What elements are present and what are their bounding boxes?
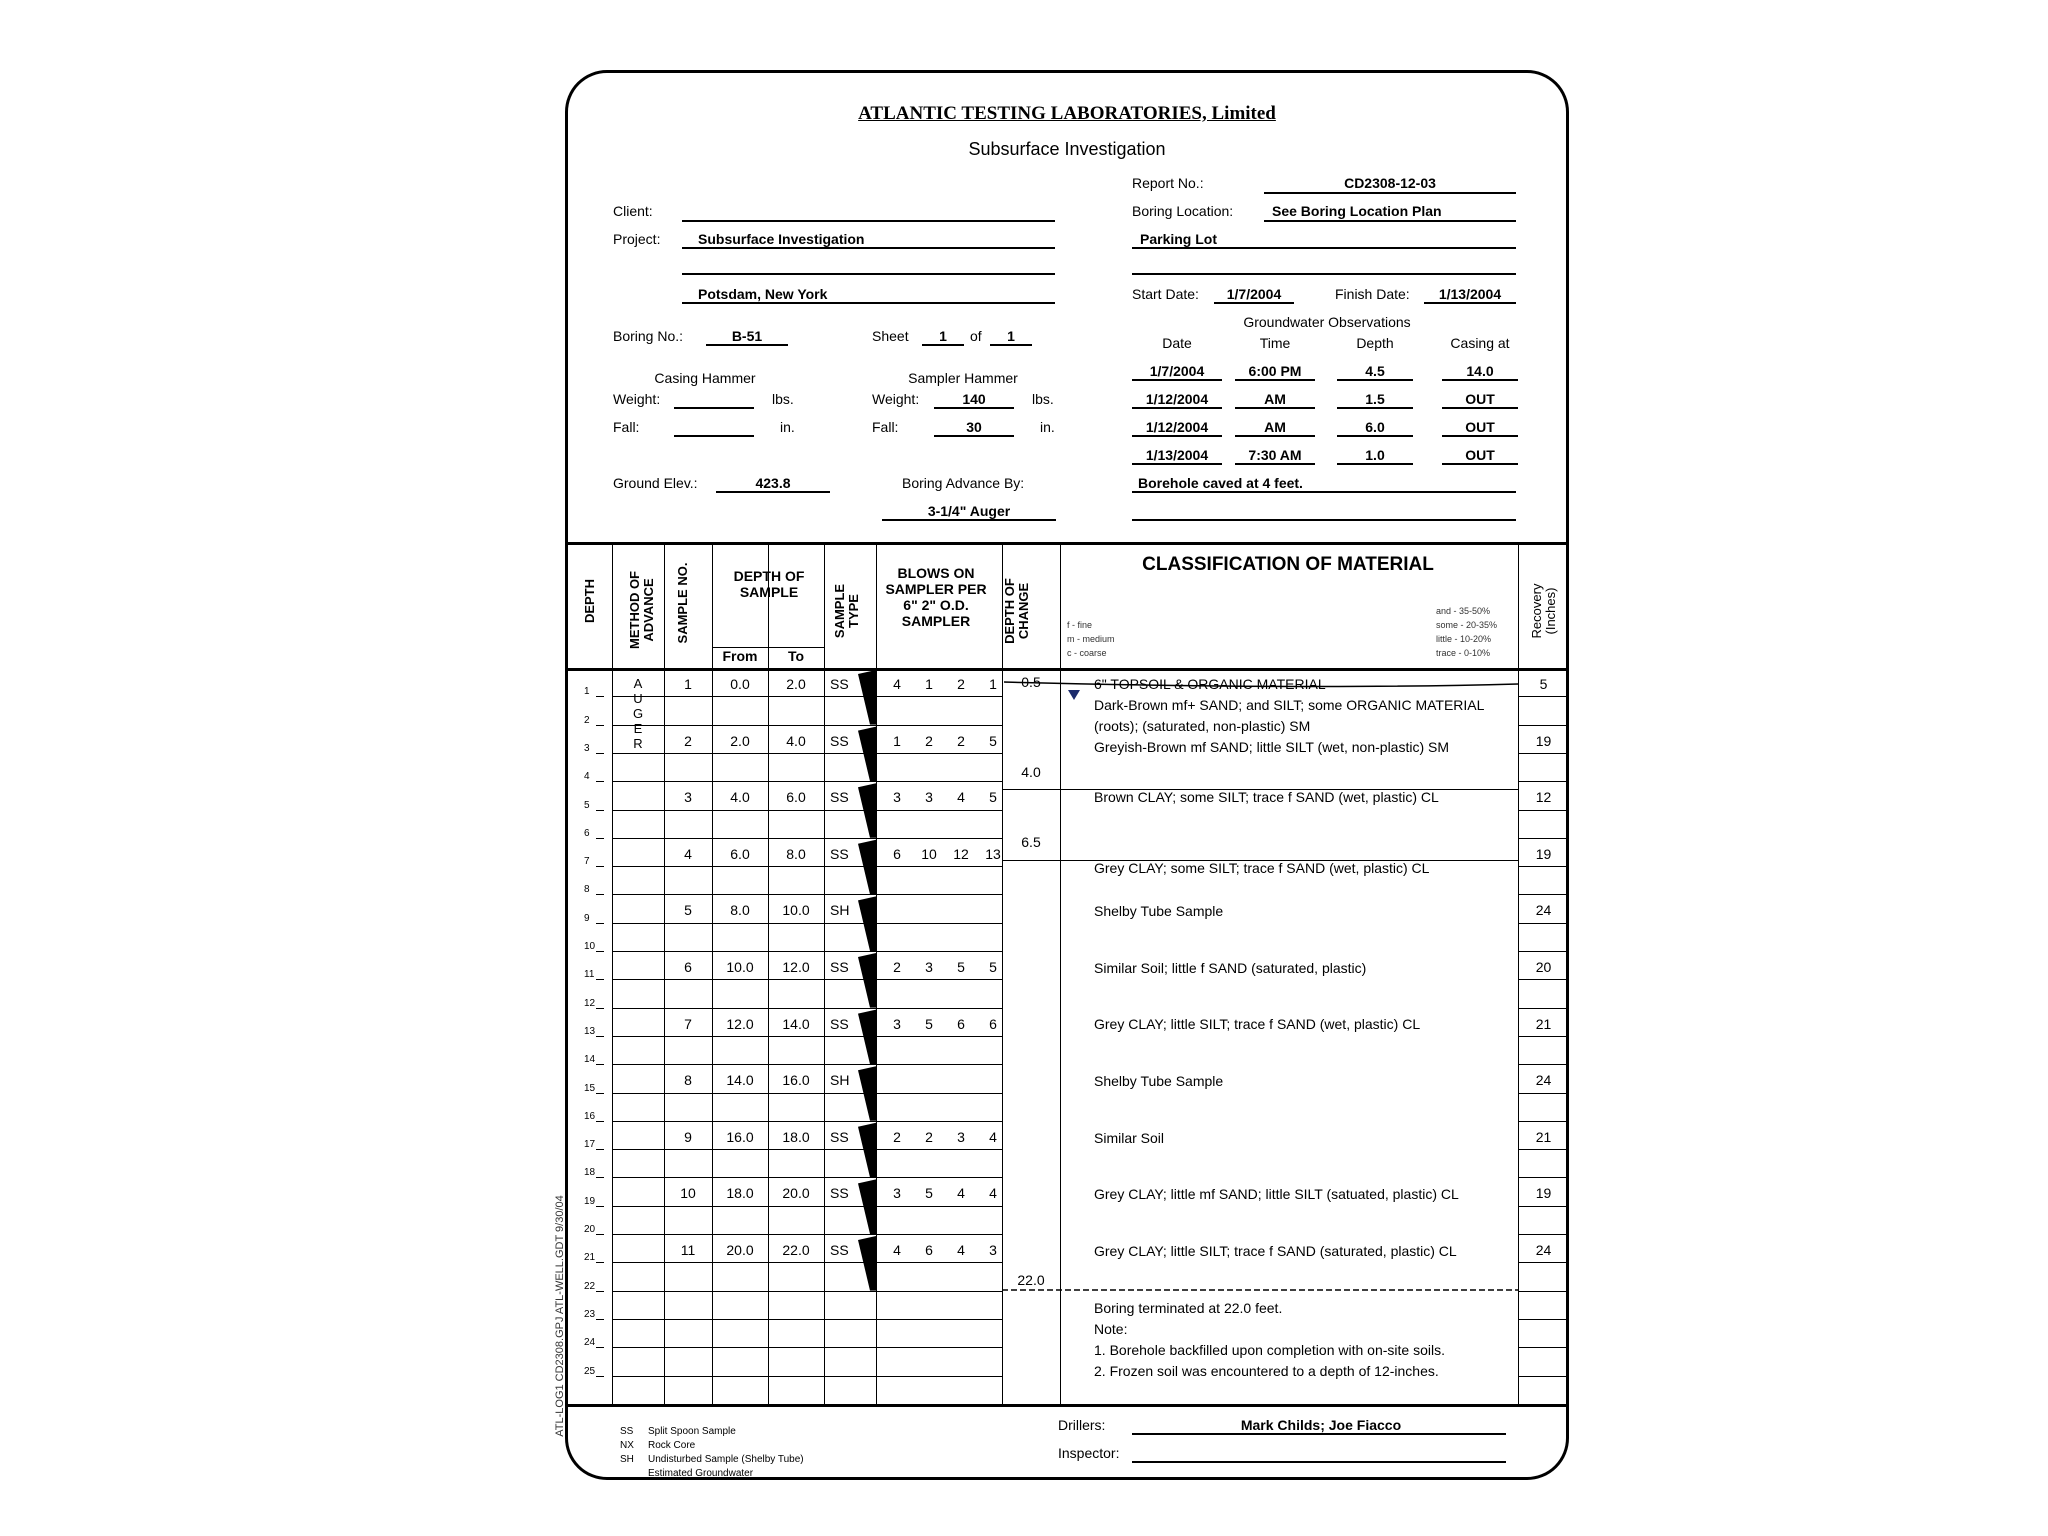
sample-interval-wedge xyxy=(858,1123,876,1178)
depth-tick-label: 1 xyxy=(584,686,590,698)
sample-to: 4.0 xyxy=(786,732,806,749)
recovery-value: 21 xyxy=(1535,1015,1552,1032)
classification-text: Grey CLAY; some SILT; trace f SAND (wet, plastic) CL xyxy=(1094,860,1430,876)
blow-count: 5 xyxy=(989,732,997,749)
blow-count: 3 xyxy=(893,1185,901,1202)
depth-tick-label: 15 xyxy=(584,1082,596,1094)
depth-tick-label: 22 xyxy=(584,1280,596,1292)
gw-cell: 6:00 PM xyxy=(1248,363,1302,379)
sample-from: 8.0 xyxy=(730,902,750,919)
blow-count: 2 xyxy=(925,1128,933,1145)
legend-medium: m - medium xyxy=(1067,634,1115,644)
depth-tick-label: 19 xyxy=(584,1195,596,1207)
groundwater-marker-icon xyxy=(1068,690,1080,700)
depth-tick-label: 25 xyxy=(584,1365,596,1377)
sample-no: 1 xyxy=(684,676,692,692)
legend-and: and - 35-50% xyxy=(1436,606,1491,616)
blow-count: 2 xyxy=(893,1128,901,1145)
gw-cell: AM xyxy=(1264,419,1286,435)
of-label: of xyxy=(970,328,982,344)
blow-count: 4 xyxy=(957,1242,965,1258)
col-header-recovery: Recovery (Inches) xyxy=(1529,583,1558,639)
project-value: Subsurface Investigation xyxy=(698,231,865,247)
sample-interval-wedge xyxy=(858,670,876,725)
recovery-value: 19 xyxy=(1535,1185,1552,1202)
method-letter: G xyxy=(632,706,644,721)
blow-count: 2 xyxy=(925,732,933,749)
drillers-label: Drillers: xyxy=(1058,1417,1106,1433)
sample-interval-wedge xyxy=(858,1179,876,1234)
blow-count: 2 xyxy=(957,676,965,692)
gw-cell: OUT xyxy=(1465,447,1495,463)
project-line3-value: Potsdam, New York xyxy=(698,286,828,302)
classification-text: 1. Borehole backfilled upon completion with on-site soils. xyxy=(1094,1342,1445,1358)
recovery-value: 24 xyxy=(1535,1242,1552,1258)
sampler-weight-unit: lbs. xyxy=(1032,391,1054,407)
depth-tick-label: 9 xyxy=(584,912,590,924)
sample-to: 22.0 xyxy=(782,1242,810,1258)
col-header-sample-type: SAMPLE TYPE xyxy=(832,583,861,639)
blow-count: 5 xyxy=(989,789,997,806)
sample-to: 16.0 xyxy=(782,1072,810,1089)
sample-to: 14.0 xyxy=(782,1015,810,1032)
classification-text: Shelby Tube Sample xyxy=(1094,903,1224,919)
col-header-depth-change: DEPTH OF CHANGE xyxy=(1002,578,1031,644)
blow-count: 3 xyxy=(925,789,933,806)
groundwater-note: Borehole caved at 4 feet. xyxy=(1138,475,1303,491)
classification-text: 6" TOPSOIL & ORGANIC MATERIAL xyxy=(1094,676,1326,692)
boring-location-label: Boring Location: xyxy=(1132,203,1234,219)
sample-interval-wedge xyxy=(858,1066,876,1121)
recovery-value: 20 xyxy=(1535,959,1552,975)
col-header-classification: CLASSIFICATION OF MATERIAL xyxy=(1142,554,1434,575)
legend-fine: f - fine xyxy=(1067,620,1093,630)
gw-cell: 1.5 xyxy=(1365,391,1385,407)
finish-date-label: Finish Date: xyxy=(1335,286,1410,302)
sample-type: SS xyxy=(830,959,849,975)
sample-from: 18.0 xyxy=(726,1185,754,1202)
blow-count: 2 xyxy=(893,959,901,975)
gw-cell: 1/13/2004 xyxy=(1145,447,1209,463)
sample-type: SS xyxy=(830,1015,849,1032)
inspector-label: Inspector: xyxy=(1058,1445,1120,1461)
depth-tick-label: 8 xyxy=(584,884,590,896)
casing-hammer-label: Casing Hammer xyxy=(654,370,756,386)
depth-tick-label: 6 xyxy=(584,827,590,839)
casing-fall-unit: in. xyxy=(780,419,795,435)
depth-change-value: 22.0 xyxy=(1017,1272,1045,1288)
sample-to: 20.0 xyxy=(782,1185,810,1202)
start-date-value: 1/7/2004 xyxy=(1226,286,1282,302)
gw-col-time: Time xyxy=(1259,335,1291,351)
sheet-total-value: 1 xyxy=(1007,328,1015,344)
sample-no: 2 xyxy=(684,732,692,749)
classification-text: Shelby Tube Sample xyxy=(1094,1073,1224,1089)
depth-tick-label: 11 xyxy=(584,969,595,981)
blow-count: 3 xyxy=(957,1128,965,1145)
blow-count: 10 xyxy=(921,845,937,862)
classification-text: Grey CLAY; little SILT; trace f SAND (wet, plastic) CL xyxy=(1094,1016,1421,1032)
casing-weight-unit: lbs. xyxy=(772,391,794,407)
sample-from: 0.0 xyxy=(730,676,750,692)
sample-no: 5 xyxy=(684,902,692,919)
finish-date-value: 1/13/2004 xyxy=(1438,286,1502,302)
legend-coarse: c - coarse xyxy=(1067,648,1107,658)
depth-change-value: 6.5 xyxy=(1021,834,1041,850)
blow-count: 4 xyxy=(957,1185,965,1202)
location-line2-value: Parking Lot xyxy=(1140,231,1218,247)
sample-to: 8.0 xyxy=(786,845,806,862)
blow-count: 4 xyxy=(893,1242,901,1258)
blow-count: 5 xyxy=(957,959,965,975)
classification-text: Grey CLAY; little mf SAND; little SILT (satuated, plastic) CL xyxy=(1094,1186,1459,1202)
sample-interval-wedge xyxy=(858,783,876,838)
col-header-method: METHOD OF ADVANCE xyxy=(627,571,656,649)
sample-no: 3 xyxy=(684,789,692,806)
ground-elev-value: 423.8 xyxy=(755,475,791,491)
casing-fall-label: Fall: xyxy=(613,419,640,435)
sampler-weight-value: 140 xyxy=(962,391,986,407)
legend-desc: Undisturbed Sample (Shelby Tube) xyxy=(648,1454,804,1465)
sample-type: SS xyxy=(830,1128,849,1145)
blow-count: 6 xyxy=(957,1015,965,1032)
sample-from: 12.0 xyxy=(726,1015,754,1032)
sample-type: SS xyxy=(830,1185,849,1202)
sample-from: 6.0 xyxy=(730,845,750,862)
sample-no: 9 xyxy=(684,1128,692,1145)
blow-count: 1 xyxy=(893,732,901,749)
boring-no-label: Boring No.: xyxy=(613,328,684,344)
recovery-value: 21 xyxy=(1535,1128,1552,1145)
gw-cell: 1.0 xyxy=(1365,447,1385,463)
blow-count: 5 xyxy=(925,1015,933,1032)
legend-trace: trace - 0-10% xyxy=(1436,648,1491,658)
sample-from: 20.0 xyxy=(726,1242,754,1258)
sample-no: 7 xyxy=(684,1015,692,1032)
sample-to: 12.0 xyxy=(782,959,810,975)
blow-count: 4 xyxy=(893,676,901,692)
blow-count: 6 xyxy=(925,1242,933,1258)
sample-type: SH xyxy=(830,902,850,919)
boring-advance-label: Boring Advance By: xyxy=(902,475,1025,491)
sample-no: 8 xyxy=(684,1072,692,1089)
sample-to: 10.0 xyxy=(782,902,810,919)
project-label: Project: xyxy=(613,231,661,247)
sample-from: 4.0 xyxy=(730,789,750,806)
blow-count: 6 xyxy=(989,1015,997,1032)
legend-desc: Estimated Groundwater xyxy=(648,1468,754,1479)
sample-to: 18.0 xyxy=(782,1128,810,1145)
col-header-blows: BLOWS ON SAMPLER PER 6" 2" O.D. SAMPLER xyxy=(885,565,987,629)
sheet-label: Sheet xyxy=(872,328,909,344)
sample-interval-wedge xyxy=(858,727,876,782)
method-letter: A xyxy=(633,676,643,691)
method-letter: R xyxy=(633,736,643,751)
gw-col-depth: Depth xyxy=(1356,335,1394,351)
col-header-from: From xyxy=(722,648,758,664)
report-no-value: CD2308-12-03 xyxy=(1344,175,1436,191)
blow-count: 3 xyxy=(925,959,933,975)
method-letter: U xyxy=(633,691,643,706)
recovery-value: 19 xyxy=(1535,845,1552,862)
company-name: ATLANTIC TESTING LABORATORIES, Limited xyxy=(858,103,1276,124)
classification-text: Dark-Brown mf+ SAND; and SILT; some ORGANIC MATERIAL xyxy=(1094,697,1485,713)
legend-little: little - 10-20% xyxy=(1436,634,1492,644)
blow-count: 3 xyxy=(893,789,901,806)
legend-code: SH xyxy=(620,1454,634,1465)
depth-tick-label: 3 xyxy=(584,742,590,754)
blow-count: 4 xyxy=(989,1128,997,1145)
legend-desc: Rock Core xyxy=(648,1440,696,1451)
sample-type: SH xyxy=(830,1072,850,1089)
sample-no: 10 xyxy=(680,1185,696,1202)
blow-count: 4 xyxy=(957,789,965,806)
recovery-value: 5 xyxy=(1539,676,1548,692)
gw-cell: OUT xyxy=(1465,391,1495,407)
legend-code: SS xyxy=(620,1426,634,1437)
classification-text: Grey CLAY; little SILT; trace f SAND (saturated, plastic) CL xyxy=(1094,1243,1457,1259)
recovery-value: 24 xyxy=(1535,902,1552,919)
sample-no: 4 xyxy=(684,845,692,862)
classification-text: Brown CLAY; some SILT; trace f SAND (wet, plastic) CL xyxy=(1094,789,1439,805)
sample-to: 2.0 xyxy=(786,676,806,692)
recovery-value: 19 xyxy=(1535,732,1552,749)
client-label: Client: xyxy=(613,203,653,219)
blow-count: 3 xyxy=(989,1242,997,1258)
sample-interval-wedge xyxy=(858,840,876,895)
sample-no: 6 xyxy=(684,959,692,975)
sample-interval-wedge xyxy=(858,1236,876,1291)
legend-code: NX xyxy=(620,1440,634,1451)
gw-cell: 6.0 xyxy=(1365,419,1385,435)
depth-tick-label: 5 xyxy=(584,799,590,811)
depth-tick-label: 2 xyxy=(584,714,590,726)
recovery-value: 24 xyxy=(1535,1072,1552,1089)
depth-tick-label: 23 xyxy=(584,1308,596,1320)
depth-tick-label: 16 xyxy=(584,1110,596,1122)
sampler-fall-unit: in. xyxy=(1040,419,1055,435)
col-header-depth: DEPTH xyxy=(582,578,597,624)
blow-count: 12 xyxy=(953,845,969,862)
depth-change-value: 0.5 xyxy=(1021,674,1041,690)
gw-col-date: Date xyxy=(1162,335,1192,351)
drillers-value: Mark Childs; Joe Fiacco xyxy=(1240,1417,1402,1433)
sample-type: SS xyxy=(830,845,849,862)
blow-count: 1 xyxy=(925,676,933,692)
classification-text: Boring terminated at 22.0 feet. xyxy=(1094,1300,1283,1316)
groundwater-title: Groundwater Observations xyxy=(1243,314,1411,330)
blow-count: 4 xyxy=(989,1185,997,1202)
gw-cell: 14.0 xyxy=(1466,363,1494,379)
start-date-label: Start Date: xyxy=(1132,286,1199,302)
sample-to: 6.0 xyxy=(786,789,806,806)
blow-count: 6 xyxy=(893,845,901,862)
sheet-value: 1 xyxy=(939,328,947,344)
gw-cell: 1/12/2004 xyxy=(1145,391,1209,407)
blow-count: 2 xyxy=(957,732,965,749)
method-letter: E xyxy=(633,721,643,736)
boring-advance-value: 3-1/4" Auger xyxy=(927,503,1011,519)
sample-type: SS xyxy=(830,732,849,749)
sample-type: SS xyxy=(830,676,849,692)
sample-type: SS xyxy=(830,789,849,806)
blow-count: 5 xyxy=(925,1185,933,1202)
classification-text: (roots); (saturated, non-plastic) SM xyxy=(1094,718,1311,734)
sample-interval-wedge xyxy=(858,896,876,951)
classification-text: Note: xyxy=(1094,1321,1128,1337)
blow-count: 13 xyxy=(985,845,1001,862)
depth-tick-label: 14 xyxy=(584,1054,596,1066)
depth-tick-label: 20 xyxy=(584,1224,596,1235)
sample-from: 16.0 xyxy=(726,1128,754,1145)
ground-elev-label: Ground Elev.: xyxy=(613,475,698,491)
sample-no: 11 xyxy=(680,1242,696,1258)
classification-text: Similar Soil; little f SAND (saturated, plastic) xyxy=(1094,960,1367,976)
gw-cell: 7:30 AM xyxy=(1248,447,1302,463)
sampler-hammer-label: Sampler Hammer xyxy=(908,370,1018,386)
sampler-fall-value: 30 xyxy=(966,419,982,435)
col-header-depth-of-sample: DEPTH OF SAMPLE xyxy=(733,568,805,600)
casing-weight-label: Weight: xyxy=(613,391,661,407)
depth-tick-label: 13 xyxy=(584,1025,596,1037)
col-header-sample-no: SAMPLE NO. xyxy=(675,562,690,644)
sampler-fall-label: Fall: xyxy=(872,419,899,435)
legend-some: some - 20-35% xyxy=(1436,620,1498,630)
sampler-weight-label: Weight: xyxy=(872,391,920,407)
classification-text: 2. Frozen soil was encountered to a depth of 12-inches. xyxy=(1094,1363,1439,1379)
blow-count: 1 xyxy=(989,676,997,692)
inspector-line xyxy=(1132,1461,1506,1463)
depth-tick-label: 17 xyxy=(584,1139,596,1151)
blow-count: 5 xyxy=(989,959,997,975)
depth-tick-label: 10 xyxy=(584,941,596,952)
legend-desc: Split Spoon Sample xyxy=(648,1426,736,1437)
report-no-label: Report No.: xyxy=(1132,175,1204,191)
sample-from: 2.0 xyxy=(730,732,750,749)
sample-from: 10.0 xyxy=(726,959,754,975)
gw-cell: 1/12/2004 xyxy=(1145,419,1209,435)
topsoil-boundary xyxy=(1004,682,1518,687)
classification-text: Similar Soil xyxy=(1094,1130,1165,1146)
boring-no-value: B-51 xyxy=(731,328,763,344)
boring-location-value: See Boring Location Plan xyxy=(1272,203,1442,219)
gw-cell: AM xyxy=(1264,391,1286,407)
gw-col-casing: Casing at xyxy=(1450,335,1510,351)
side-file-text: ATL-LOG1 CD2308.GPJ ATL-WELL.GDT 9/30/04 xyxy=(554,1195,566,1437)
depth-tick-label: 12 xyxy=(584,997,596,1009)
depth-change-value: 4.0 xyxy=(1021,764,1041,780)
depth-tick-label: 7 xyxy=(584,856,590,868)
gw-cell: OUT xyxy=(1465,419,1495,435)
sample-from: 14.0 xyxy=(726,1072,754,1089)
sample-type: SS xyxy=(830,1242,849,1258)
gw-cell: 1/7/2004 xyxy=(1149,363,1205,379)
sample-interval-wedge xyxy=(858,953,876,1008)
sample-interval-wedge xyxy=(858,1010,876,1065)
classification-text: Greyish-Brown mf SAND; little SILT (wet, non-plastic) SM xyxy=(1094,739,1450,755)
page-subtitle: Subsurface Investigation xyxy=(968,139,1166,159)
gw-cell: 4.5 xyxy=(1365,363,1385,379)
blow-count: 3 xyxy=(893,1015,901,1032)
depth-tick-label: 21 xyxy=(584,1252,596,1264)
depth-tick-label: 18 xyxy=(584,1167,596,1179)
depth-tick-label: 24 xyxy=(584,1337,596,1349)
depth-tick-label: 4 xyxy=(584,771,590,783)
drillers-line xyxy=(1132,1433,1506,1435)
col-header-to: To xyxy=(787,648,805,664)
recovery-value: 12 xyxy=(1535,789,1552,806)
